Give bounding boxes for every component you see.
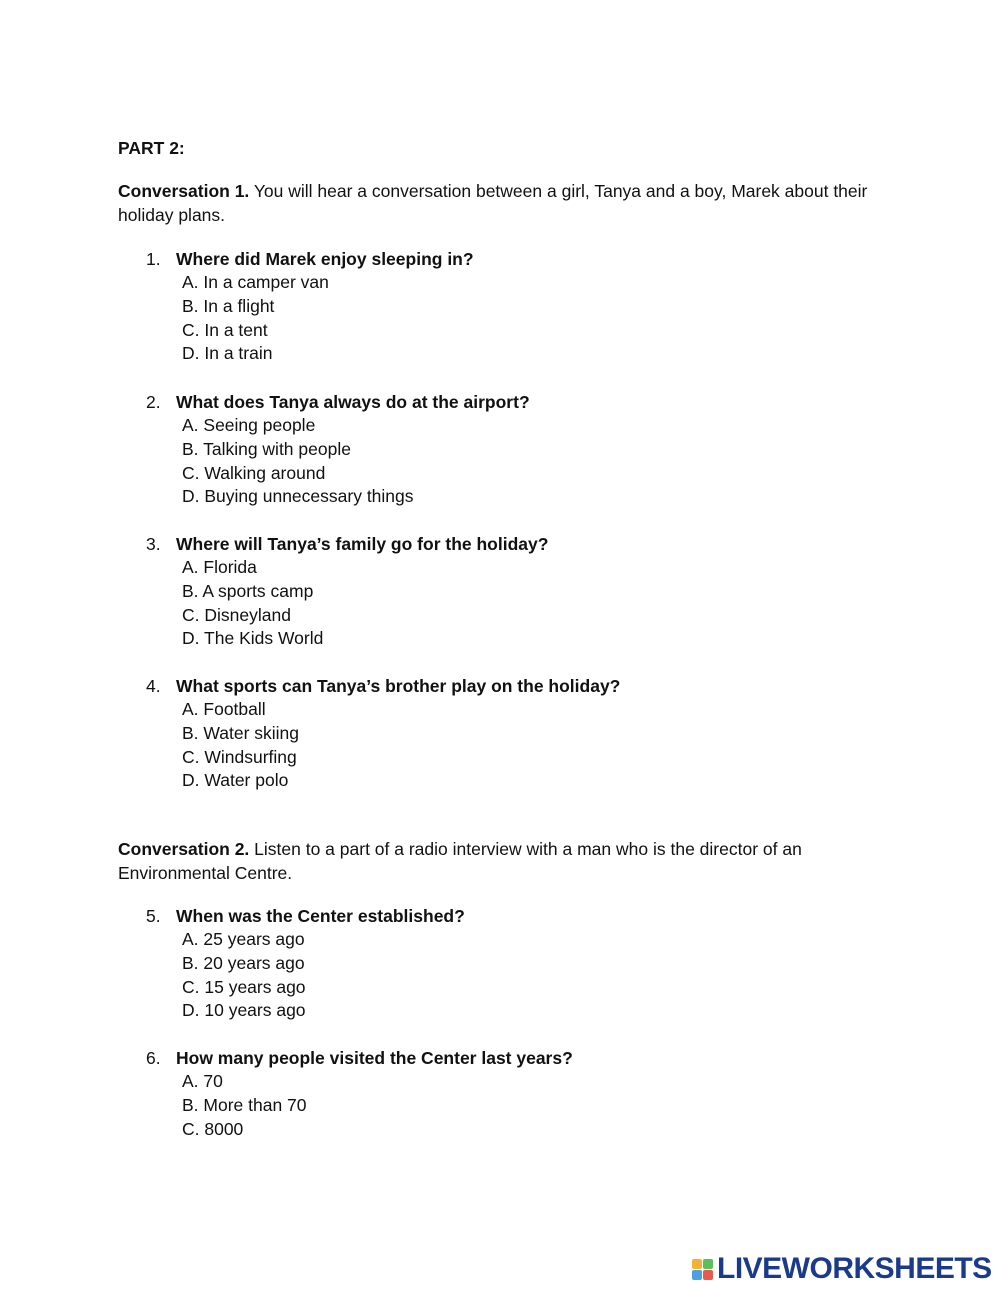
question-4 [146,674,846,793]
question-number: 4. [146,676,161,696]
answer-option[interactable]: D. Buying unnecessary things [182,486,414,507]
answer-option[interactable]: A. Seeing people [182,415,316,435]
conversation-1-text: You will hear a conversation between a girl, Tanya and a boy, Marek about their holiday plans. [118,181,868,225]
answer-option[interactable]: B. Talking with people [182,438,351,459]
answer-option[interactable]: B. In a flight [182,295,275,316]
logo-wordmark: LIVEWORKSHEETS [717,1252,992,1285]
logo-square-icon [692,1259,702,1269]
answer-option[interactable]: A. Florida [182,557,257,577]
answer-option[interactable]: D. In a train [182,343,273,364]
liveworksheets-logo [692,1254,992,1284]
conversation-1-intro [118,179,878,227]
answer-option[interactable]: A. 25 years ago [182,929,305,949]
question-text: Where will Tanya’s family go for the holiday? [176,534,549,554]
question-1 [146,247,846,366]
page-heading: PART 2: [118,138,185,158]
answer-option[interactable]: D. 10 years ago [182,1000,306,1021]
answer-option[interactable]: C. Walking around [182,462,326,483]
question-text: How many people visited the Center last years? [176,1048,573,1068]
question-3 [146,532,846,651]
logo-mark-icon [692,1259,713,1280]
question-number: 2. [146,392,161,412]
answer-option[interactable]: B. More than 70 [182,1094,307,1115]
question-6 [146,1046,846,1141]
answer-option[interactable]: C. In a tent [182,319,268,340]
question-text: When was the Center established? [176,906,465,926]
logo-square-icon [692,1270,702,1280]
logo-square-icon [703,1270,713,1280]
conversation-1-label: Conversation 1. [118,181,250,201]
question-text: Where did Marek enjoy sleeping in? [176,249,474,269]
answer-option[interactable]: C. 15 years ago [182,976,306,997]
answer-option[interactable]: C. Disneyland [182,604,291,625]
question-number: 5. [146,906,161,926]
answer-option[interactable]: A. 70 [182,1071,223,1091]
question-number: 6. [146,1048,161,1068]
conversation-2-intro [118,837,878,885]
answer-option[interactable]: D. Water polo [182,770,289,791]
conversation-2-label: Conversation 2. [118,839,250,859]
answer-option[interactable]: B. Water skiing [182,722,300,743]
answer-option[interactable]: A. Football [182,699,266,719]
answer-option[interactable]: C. Windsurfing [182,746,297,767]
question-text: What does Tanya always do at the airport? [176,392,530,412]
answer-option[interactable]: A. In a camper van [182,272,329,292]
logo-square-icon [703,1259,713,1269]
conversation-2-text: Listen to a part of a radio interview with a man who is the director of an Environmental Centre. [118,839,802,883]
answer-option[interactable]: C. 8000 [182,1118,244,1139]
answer-option[interactable]: B. 20 years ago [182,952,305,973]
question-2 [146,390,846,509]
question-number: 1. [146,249,161,269]
question-number: 3. [146,534,161,554]
answer-option[interactable]: B. A sports camp [182,580,314,601]
answer-option[interactable]: D. The Kids World [182,628,324,649]
question-5 [146,904,846,1023]
question-text: What sports can Tanya’s brother play on the holiday? [176,676,621,696]
